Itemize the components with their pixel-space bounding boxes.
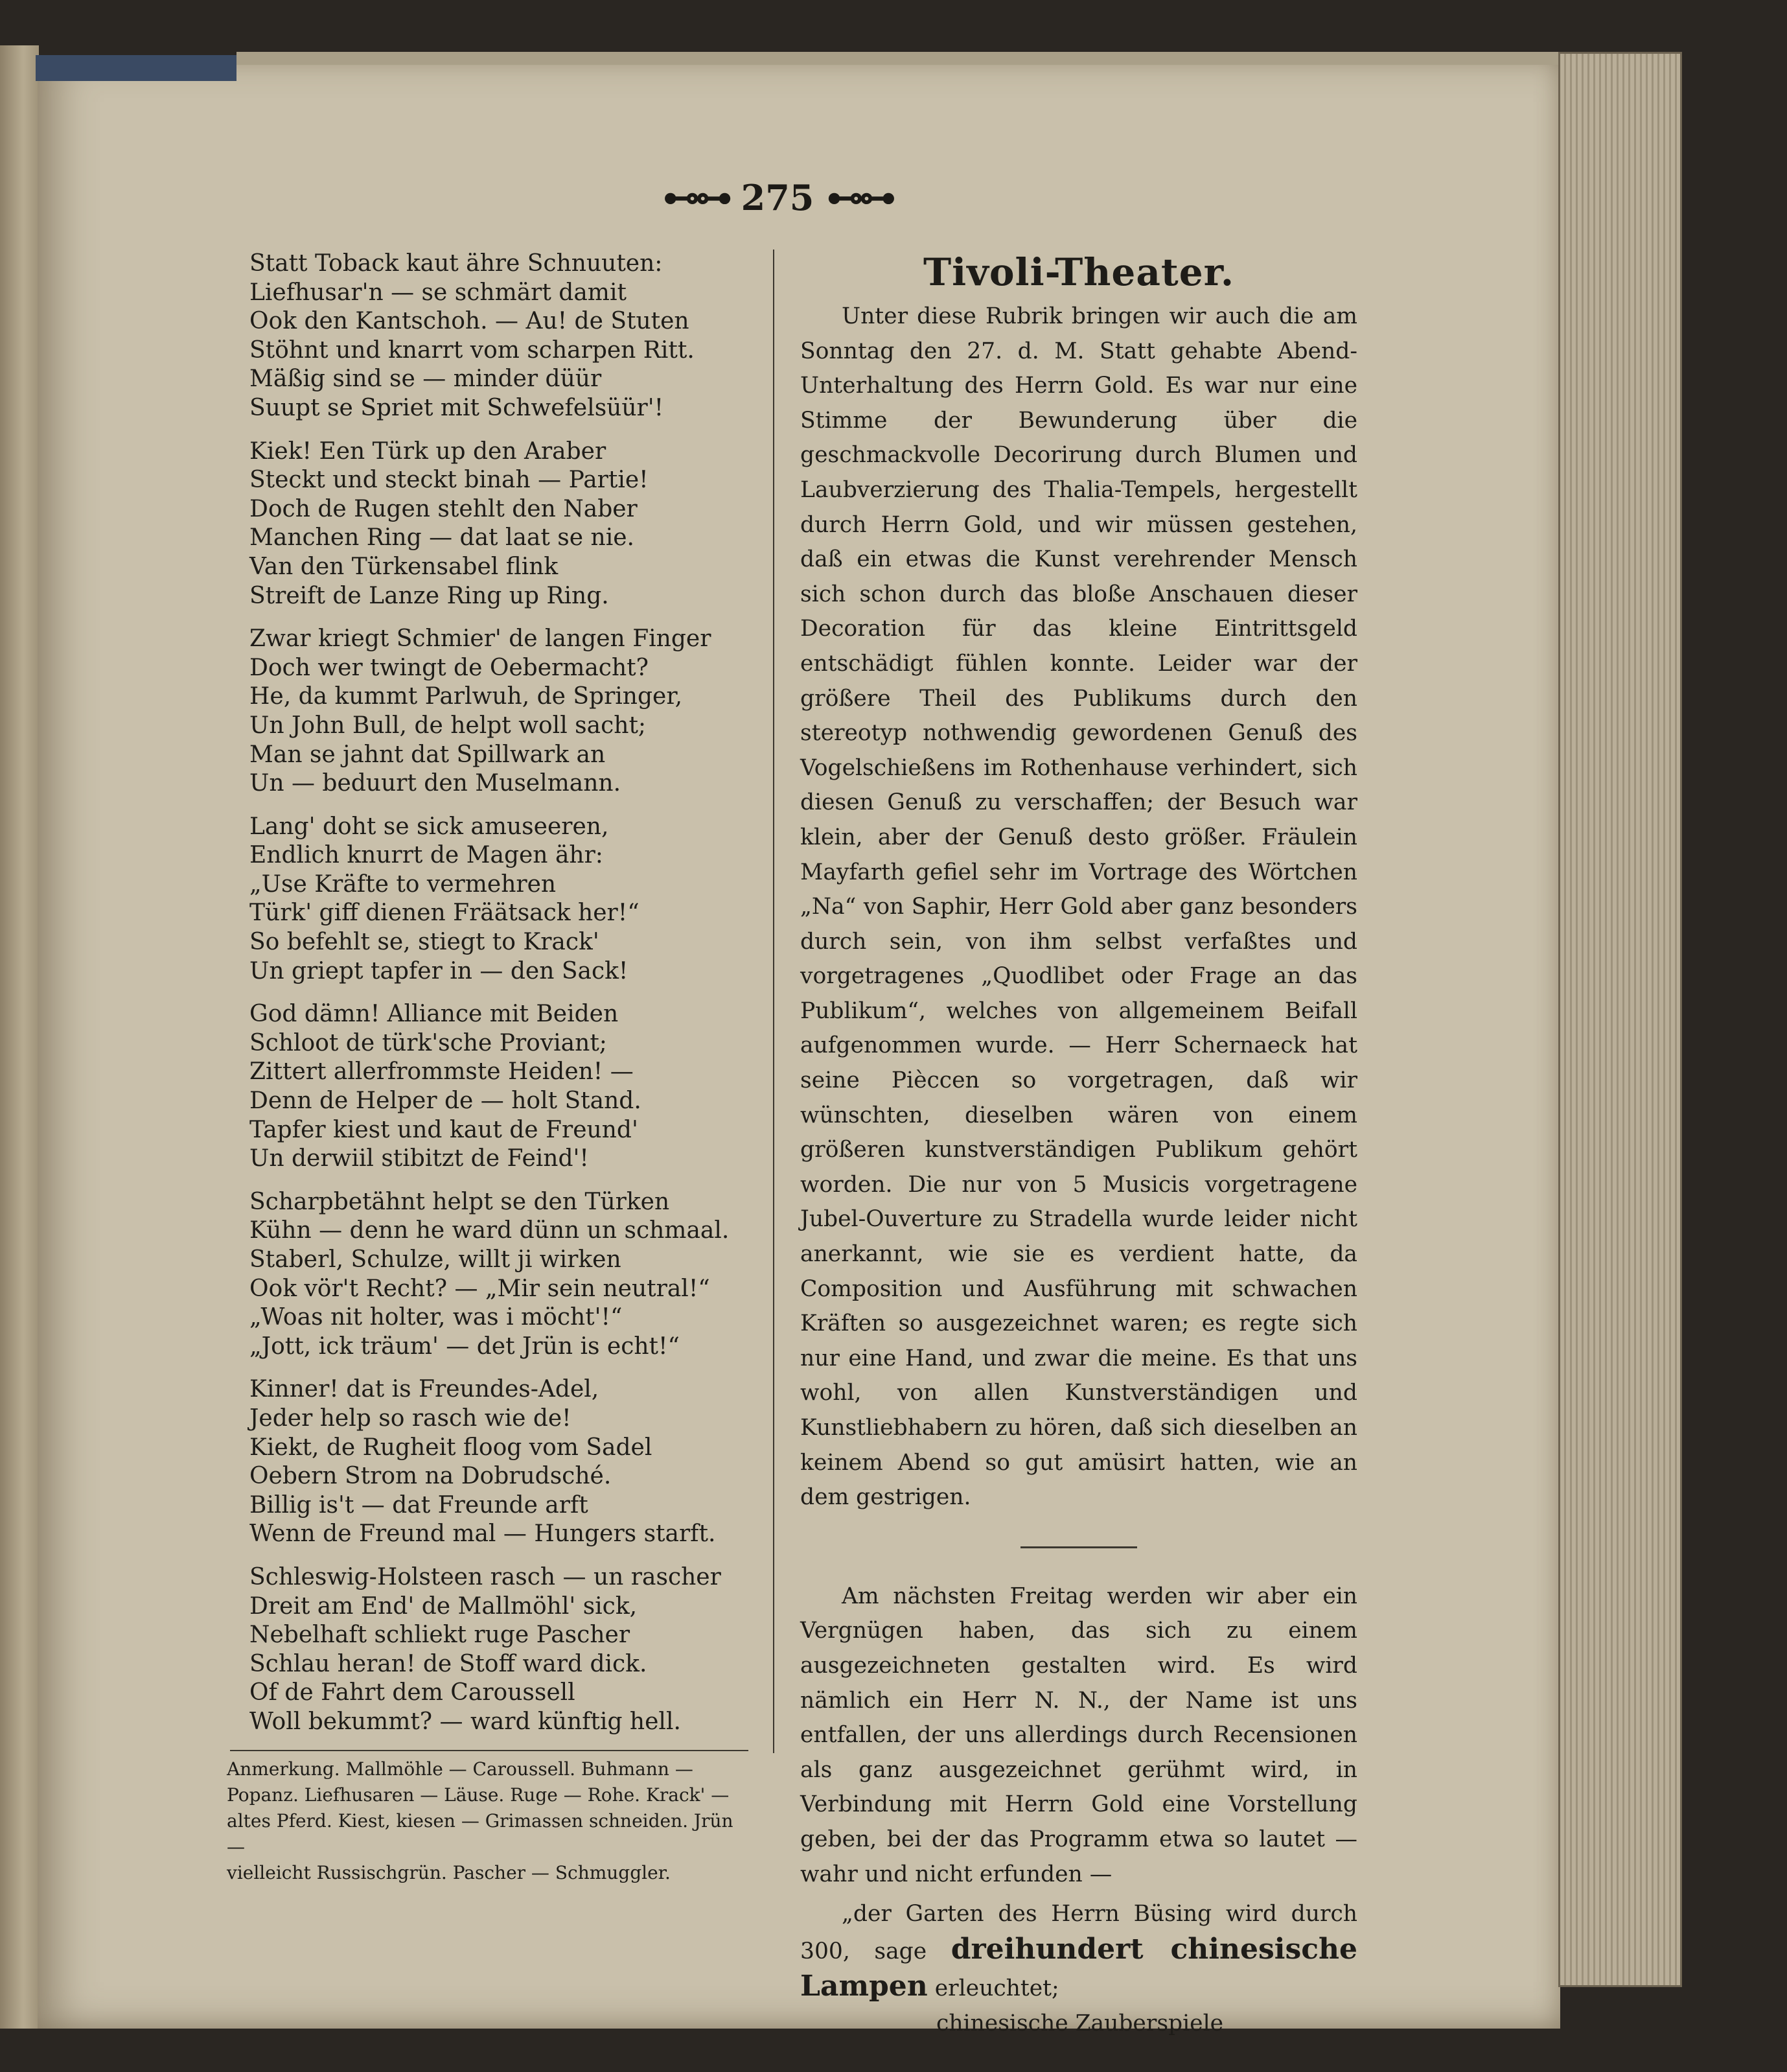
binding-strip [36, 55, 236, 81]
book-board-top [236, 52, 1678, 65]
section-divider [1020, 1546, 1137, 1548]
poem-line: Scharpbetähnt helpt se den Türken [249, 1188, 670, 1215]
poem-stanza [249, 250, 748, 423]
poem-line: Statt Toback kaut ähre Schnuuten: [249, 250, 663, 277]
poem-line: Ook den Kantschoh. — Au! de Stuten [249, 308, 689, 335]
poem-line: Tapfer kiest und kaut de Freund' [249, 1116, 638, 1143]
poem-stanza [249, 1000, 748, 1174]
poem-line: So befehlt se, stiegt to Krack' [249, 929, 599, 956]
poem-line: Mäßig sind se — minder düür [249, 366, 602, 393]
ornament-left-icon: ⊷⊶ [663, 176, 728, 219]
poem-line: Un John Bull, de helpt woll sacht; [249, 712, 647, 739]
poem-line: Un griept tapfer in — den Sack! [249, 957, 628, 984]
poem-line: He, da kummt Parlwuh, de Springer, [249, 683, 683, 710]
poem-line: Kiek! Een Türk up den Araber [249, 437, 606, 465]
poem-line: Dreit am End' de Mallmöhl' sick, [249, 1592, 638, 1620]
poem-line: Doch de Rugen stehlt den Naber [249, 495, 638, 522]
poem-line: Of de Fahrt dem Caroussell [249, 1679, 575, 1706]
poem-line: Van den Türkensabel flink [249, 553, 559, 580]
poem-line: „Use Kräfte to vermehren [249, 870, 557, 898]
poem-line: Steckt und steckt binah — Partie! [249, 467, 649, 494]
poem-line: „Jott, ick träum' — det Jrün is echt!“ [249, 1333, 680, 1360]
poem-line: God dämn! Alliance mit Beiden [249, 1001, 619, 1028]
quote-bold: dreihundert chinesische Lampen [800, 1932, 1357, 2003]
footnote-line: altes Pferd. Kiest, kiesen — Grimassen schneiden. Jrün — [227, 1810, 733, 1857]
poem-line: Ook vör't Recht? — „Mir sein neutral!“ [249, 1275, 710, 1302]
footnote-line: vielleicht Russischgrün. Pascher — Schmuggler. [227, 1862, 671, 1883]
page-number-header [663, 175, 892, 220]
ornament-right-icon: ⊷⊶ [827, 176, 892, 219]
poem-line: Schloot de türk'sche Proviant; [249, 1029, 607, 1056]
poem-line: Lang' doht se sick amuseeren, [249, 813, 609, 840]
poem-stanza [249, 437, 748, 611]
previous-page-edge [0, 45, 39, 2029]
poem-stanza [249, 1563, 748, 1737]
book-page-edges [1558, 52, 1682, 1987]
poem-stanza [249, 1375, 748, 1549]
poem-line: Endlich knurrt de Magen ähr: [249, 842, 603, 869]
poem-line: Schleswig-Holsteen rasch — un rascher [249, 1563, 721, 1590]
poem-stanza [249, 1188, 748, 1362]
poem-line: Suupt se Spriet mit Schwefelsüür'! [249, 394, 664, 421]
quote-end: erleuchtet; [934, 1975, 1059, 2002]
program-item: chinesische Zauberspiele [936, 2010, 1224, 2036]
poem-column [249, 250, 748, 1751]
article-paragraph: Unter diese Rubrik bringen wir auch die am Sonntag den 27. d. M. Statt gehabte Abend-Unterhaltung des Herrn Gold. Es war nur eine Stimme der Bewunderung über die geschmackvolle Decorirung durch Blumen und Laubverzierung des Thalia-Tempels, hergestellt durch Herrn Gold, und wir müssen gestehen, daß ein etwas die Kunst verehrender Mensch sich schon durch das bloße Anschauen dieser Decoration für das kleine Eintrittsgeld entschädigt fühlen konnte. Leider war der größere Theil des Publikums durch den stereotyp nothwendig gewordenen Genuß des Vogelschießens im Rothenhause verhindert, sich diesen Genuß zu verschaffen; der Besuch war klein, aber der Genuß desto größer. Fräulein Mayfarth gefiel sehr im Vortrage des Wörtchen „Na“ von Saphir, Herr Gold aber ganz besonders durch sein, von ihm selbst verfaßtes und vorgetragenes „Quodlibet oder Frage an das Publikum“, welches von allgemeinem Beifall aufgenommen wurde. — Herr Schernaeck hat seine Pièccen so vorgetragen, daß wir wünschten, dieselben wären von einem größeren kunstverständigen Publikum gehört worden. Die nur von 5 Musicis vorgetragene Jubel-Ouverture zu Stradella wurde leider nicht anerkannt, wie sie es verdient hatte, da Composition und Ausführung mit schwachen Kräften so ausgezeichnet waren; es regte sich nur eine Hand, und zwar die meine. Es that uns wohl, von allen Kunstverständigen und Kunstliebhabern zu hören, daß sich dieselben an keinem Abend so gut amüsirt hatten, wie an dem gestrigen. [800, 303, 1357, 1511]
program-quote [800, 1897, 1357, 2007]
poem-line: Kühn — denn he ward dünn un schmaal. [249, 1217, 730, 1244]
poem-line: Wenn de Freund mal — Hungers starft. [249, 1520, 716, 1548]
poem-line: Un derwiil stibitzt de Feind'! [249, 1145, 589, 1172]
poem-line: Billig is't — dat Freunde arft [249, 1491, 588, 1519]
quote-start: „der Garten des Herrn Büsing wird durch 300, sage [800, 1901, 1357, 1964]
poem-line: Kinner! dat is Freundes-Adel, [249, 1376, 599, 1403]
article-column [800, 246, 1357, 2042]
poem-line: Streift de Lanze Ring up Ring. [249, 582, 609, 609]
poem-line: Liefhusar'n — se schmärt damit [249, 279, 627, 306]
poem-line: Zwar kriegt Schmier' de langen Finger [249, 625, 711, 653]
poem-line: Woll bekummt? — ward künftig hell. [249, 1708, 681, 1735]
poem-stanza [249, 625, 748, 798]
poem-line: Staberl, Schulze, willt ji wirken [249, 1246, 621, 1273]
poem-line: Un — beduurt den Muselmann. [249, 770, 621, 797]
poem-line: Türk' giff dienen Fräätsack her!“ [249, 900, 640, 927]
footnote-line: Anmerkung. Mallmöhle — Caroussell. Buhmann — [227, 1758, 693, 1780]
poem-line: Zittert allerfrommste Heiden! — [249, 1058, 634, 1086]
poem-line: Kiekt, de Rugheit floog vom Sadel [249, 1434, 652, 1461]
footnote-line: Popanz. Liefhusaren — Läuse. Ruge — Rohe. Krack' — [227, 1784, 730, 1806]
poem-line: Doch wer twingt de Oebermacht? [249, 654, 649, 681]
poem-line: Jeder help so rasch wie de! [249, 1404, 571, 1432]
article-heading: Tivoli-Theater. [923, 250, 1235, 294]
page-number: 275 [741, 177, 814, 218]
poem-line: Schlau heran! de Stoff ward dick. [249, 1650, 647, 1677]
poem-line: Man se jahnt dat Spillwark an [249, 741, 606, 768]
poem-line: Oebern Strom na Dobrudsché. [249, 1463, 612, 1490]
poem-line: Manchen Ring — dat laat se nie. [249, 524, 634, 552]
poem-line: Stöhnt und knarrt vom scharpen Ritt. [249, 336, 695, 364]
footnote [227, 1756, 752, 1886]
poem-line: Nebelhaft schliekt ruge Pascher [249, 1622, 630, 1649]
column-divider [773, 250, 774, 1753]
poem-line: Denn de Helper de — holt Stand. [249, 1088, 641, 1115]
footnote-rule [230, 1750, 748, 1751]
poem-line: „Woas nit holter, was i möcht'!“ [249, 1304, 623, 1331]
announcement-paragraph: Am nächsten Freitag werden wir aber ein Vergnügen haben, das sich zu einem ausgezeichneten gestalten wird. Es wird nämlich ein Herr N. N., der Name ist uns entfallen, der uns allerdings durch Recensionen als ganz ausgezeichnet gerühmt wird, in Verbindung mit Herrn Gold eine Vorstellung geben, bei der das Programm etwa so lautet — wahr und nicht erfunden — [800, 1583, 1357, 1887]
poem-stanza [249, 813, 748, 986]
